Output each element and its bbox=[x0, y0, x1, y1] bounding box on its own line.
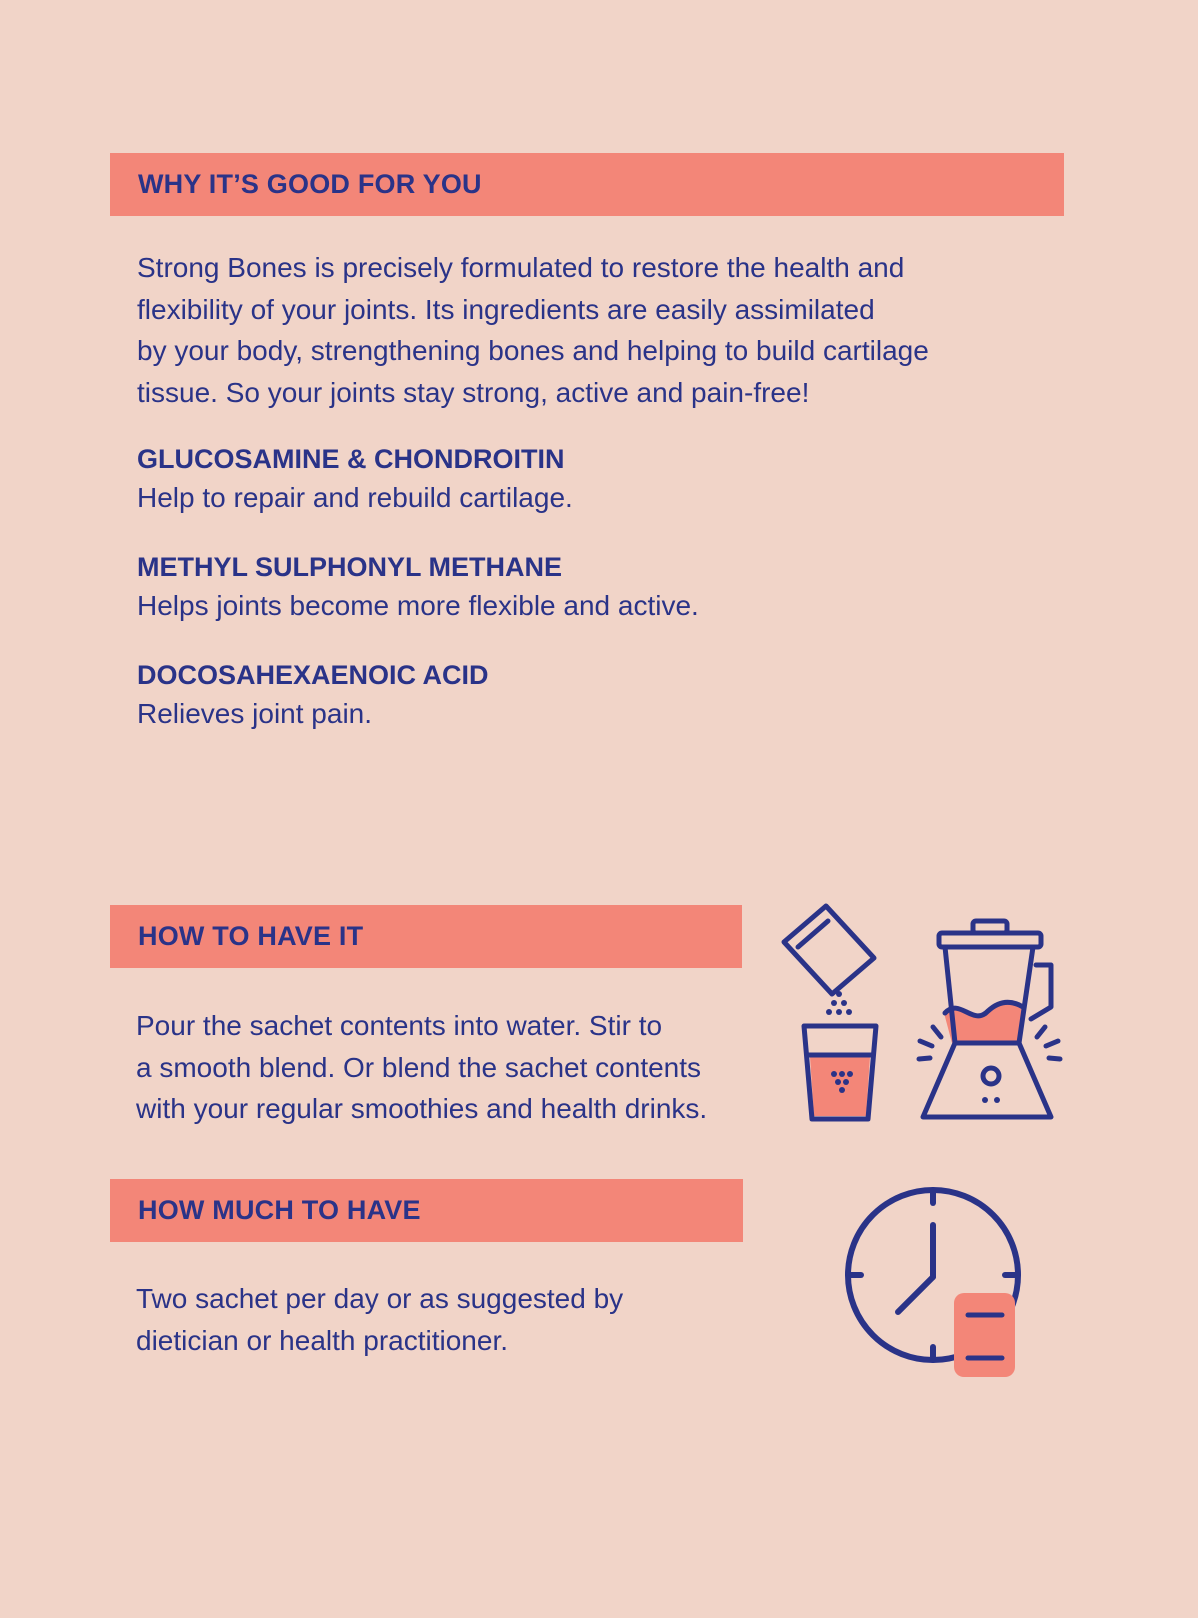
dosage-line: dietician or health practitioner. bbox=[136, 1324, 508, 1356]
how-paragraph bbox=[136, 1005, 756, 1130]
dosage-line: Two sachet per day or as suggested by bbox=[136, 1283, 624, 1314]
ingredient-description: Relieves joint pain. bbox=[137, 698, 373, 729]
blender-icon bbox=[915, 915, 1065, 1125]
intro-line: tissue. So your joints stay strong, active and pain-free! bbox=[137, 376, 810, 408]
sachet-pouring-into-glass-icon bbox=[780, 900, 890, 1125]
dosage-section-header bbox=[110, 1179, 743, 1242]
why-section-header bbox=[110, 153, 1064, 216]
ingredient-description: Help to repair and rebuild cartilage. bbox=[137, 482, 573, 513]
ingredient-msm bbox=[137, 548, 699, 626]
ingredient-name: GLUCOSAMINE & CHONDROITIN bbox=[137, 444, 565, 474]
how-line: with your regular smoothies and health drinks. bbox=[136, 1093, 708, 1124]
how-section-heading: HOW TO HAVE IT bbox=[138, 921, 364, 951]
why-section-heading: WHY IT’S GOOD FOR YOU bbox=[138, 169, 482, 199]
dosage-paragraph bbox=[136, 1278, 756, 1361]
why-intro-paragraph bbox=[137, 247, 1037, 413]
intro-line: Strong Bones is precisely formulated to restore the health and bbox=[137, 252, 905, 283]
ingredient-description: Helps joints become more flexible and active. bbox=[137, 590, 699, 621]
ingredient-dha bbox=[137, 656, 489, 734]
ingredient-glucosamine bbox=[137, 440, 573, 518]
dosage-section-heading: HOW MUCH TO HAVE bbox=[138, 1195, 421, 1225]
ingredient-name: METHYL SULPHONYL METHANE bbox=[137, 552, 563, 582]
intro-line: flexibility of your joints. Its ingredients are easily assimilated bbox=[137, 293, 875, 325]
intro-line: by your body, strengthening bones and helping to build cartilage bbox=[137, 335, 929, 366]
how-section-header bbox=[110, 905, 742, 968]
how-line: Pour the sachet contents into water. Stir to bbox=[136, 1010, 663, 1041]
ingredient-name: DOCOSAHEXAENOIC ACID bbox=[137, 660, 489, 690]
how-line: a smooth blend. Or blend the sachet contents bbox=[136, 1051, 702, 1083]
clock-with-sachet-icon bbox=[840, 1185, 1040, 1380]
